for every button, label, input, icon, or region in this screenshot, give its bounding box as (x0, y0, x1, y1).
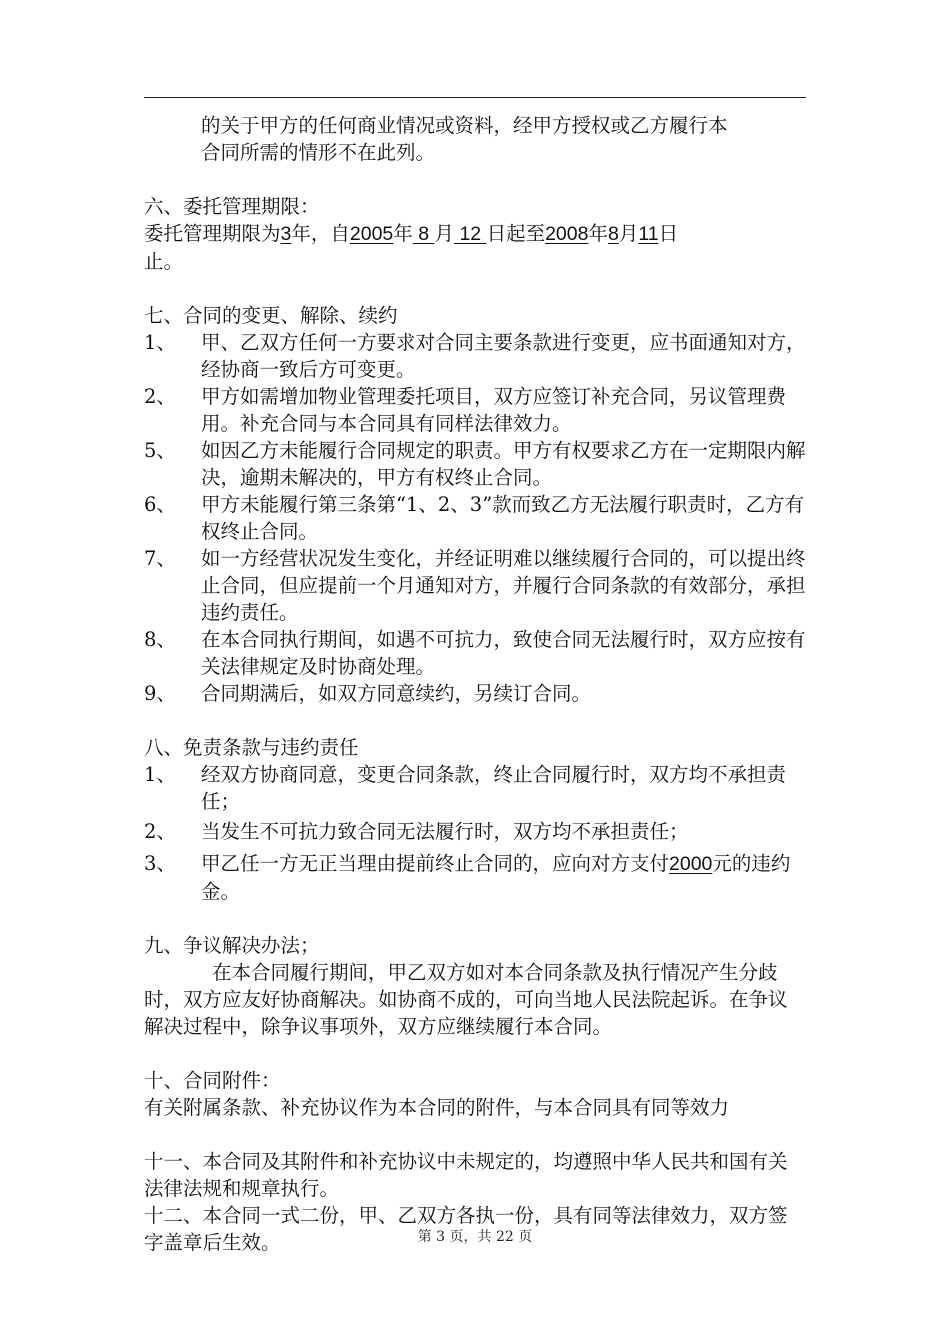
item-text: 在本合同执行期间，如遇不可抗力，致使合同无法履行时，双方应按有关法律规定及时协商处理。 (201, 628, 806, 678)
item-text: 甲乙任一方无正当理由提前终止合同的，应向对方支付2000元的违约金。 (201, 852, 791, 903)
continuation-line-2: 合同所需的情形不在此列。 (201, 141, 436, 164)
section-12-body: 十二、本合同一式二份，甲、乙双方各执一份，具有同等法律效力，双方签字盖章后生效。 (144, 1204, 788, 1254)
term-text: 日起至 (486, 222, 546, 245)
term-text: 月 (618, 222, 639, 245)
section-8-heading: 八、免责条款与违约责任 (144, 736, 359, 759)
term-text: 年 (588, 222, 608, 245)
item-text: 甲、乙双方任何一方要求对合同主要条款进行变更，应书面通知对方，经协商一致后方可变更。 (201, 331, 806, 381)
section-7-item (144, 545, 806, 626)
start-day: 12 (459, 223, 482, 245)
item-text: 甲方如需增加物业管理委托项目，双方应签订补充合同，另议管理费用。补充合同与本合同具有同样法律效力。 (201, 385, 787, 435)
section-7-heading: 七、合同的变更、解除、续约 (144, 304, 398, 327)
term-text: 日 (658, 222, 679, 245)
penalty-amount: 2000 (669, 853, 713, 875)
section-8-item (144, 818, 806, 845)
term-text: 委托管理期限为 (144, 222, 281, 245)
end-day: 11 (638, 223, 659, 245)
continuation-line-1: 的关于甲方的任何商业情况或资料，经甲方授权或乙方履行本 (201, 114, 728, 137)
section-7-item (144, 383, 806, 437)
section-7-item (144, 626, 806, 680)
start-year: 2005 (349, 223, 394, 245)
end-year: 2008 (545, 223, 589, 245)
item-number: 2、 (144, 820, 176, 843)
item-number: 6、 (144, 493, 176, 516)
section-10-heading: 十、合同附件： (144, 1069, 281, 1092)
item-number: 8、 (144, 628, 176, 651)
section-7-item (144, 329, 806, 383)
end-month: 8 (607, 223, 619, 245)
section-6-heading: 六、委托管理期限： (144, 195, 320, 218)
term-years: 3 (280, 223, 292, 245)
item-number: 2、 (144, 385, 176, 408)
section-7-item (144, 491, 806, 545)
item-number: 5、 (144, 439, 176, 462)
section-9-heading: 九、争议解决办法； (144, 934, 320, 957)
section-11-body: 十一、本合同及其附件和补充协议中未规定的，均遵照中华人民共和国有关法律法规和规章执行。 (144, 1150, 788, 1200)
term-text: 年 (393, 222, 413, 245)
item-text: 甲方未能履行第三条第“1、2、3”款而致乙方无法履行职责时，乙方有权终止合同。 (201, 493, 805, 543)
term-text: 月 (434, 222, 455, 245)
term-text: 年，自 (291, 222, 350, 245)
item-text: 经双方协商同意，变更合同条款，终止合同履行时，双方均不承担责任； (201, 763, 787, 813)
section-6-term-end: 止。 (144, 250, 184, 273)
section-7-item (144, 437, 806, 491)
item-number: 3、 (144, 852, 176, 875)
start-month: 8 (418, 223, 430, 245)
header-rule (144, 97, 806, 98)
page-footer: 第 3 页，共 22 页 (417, 1229, 533, 1245)
section-8-item (144, 761, 806, 815)
item-number: 9、 (144, 682, 176, 705)
item-number: 1、 (144, 763, 176, 786)
continuation-paragraph (144, 112, 806, 166)
document-body (144, 112, 806, 1256)
item-text: 如因乙方未能履行合同规定的职责。甲方有权要求乙方在一定期限内解决，逾期未解决的，甲方有权终止合同。 (201, 439, 806, 489)
section-9-body: 在本合同履行期间，甲乙双方如对本合同条款及执行情况产生分歧时，双方应友好协商解决。如协商不成的，可向当地人民法院起诉。在争议解决过程中，除争议事项外，双方应继续履行本合同。 (144, 961, 788, 1038)
item-text: 如一方经营状况发生变化，并经证明难以继续履行合同的，可以提出终止合同，但应提前一个月通知对方，并履行合同条款的有效部分，承担违约责任。 (201, 547, 806, 624)
item-number: 1、 (144, 331, 176, 354)
section-7-item (144, 680, 806, 707)
item-text: 当发生不可抗力致合同无法履行时，双方均不承担责任； (201, 820, 689, 843)
section-10-body: 有关附属条款、补充协议作为本合同的附件，与本合同具有同等效力 (144, 1096, 730, 1119)
item-text: 合同期满后，如双方同意续约，另续订合同。 (201, 682, 592, 705)
item-number: 7、 (144, 547, 176, 570)
section-8-item (144, 850, 806, 905)
section-6-term-line (144, 220, 806, 248)
